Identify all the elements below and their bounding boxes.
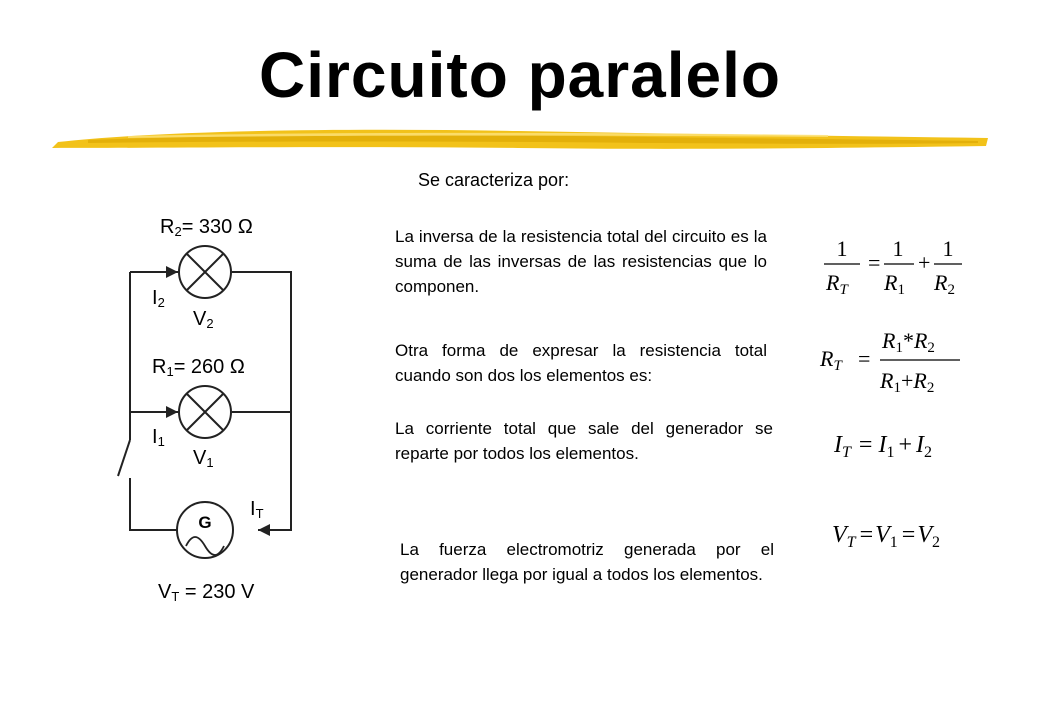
generator-label: G (198, 513, 212, 532)
paragraph-two-elements: Otra forma de expresar la resistencia total cuando son dos los elementos es: (395, 341, 767, 385)
formula-voltage-equal (830, 514, 980, 554)
svg-text:=: = (858, 346, 871, 371)
svg-text:VT=V1=V2: $V_T =V_1 =V_2$ (832, 522, 941, 551)
formula-current-sum (832, 424, 972, 464)
label-v1: V1 (193, 447, 214, 470)
label-vt: VT = 230 V (158, 581, 255, 604)
paragraph-current: La corriente total que sale del generador se reparte por todos los elementos. (395, 419, 773, 463)
label-i2: I2 (152, 287, 165, 310)
svg-text:R1*R2: R1*R2 (882, 328, 935, 356)
paragraph-inverse-resistance: La inversa de la resistencia total del circuito es la suma de las inversas de las resistencias que lo componen. (395, 227, 767, 296)
svg-text:RT: RT (820, 346, 842, 374)
svg-text:1: 1 (942, 236, 954, 261)
formula-inverse-sum (816, 228, 966, 300)
title-underline-brush (48, 122, 992, 158)
svg-text:IT=I1+I2: $I_T = I_1 + I_2$ (834, 432, 932, 461)
svg-text:+: + (918, 250, 931, 275)
current-arrow-i2-icon (166, 266, 178, 278)
svg-text:RT: RT (826, 270, 848, 298)
parallel-circuit-diagram (100, 200, 320, 620)
svg-text:1: 1 (836, 236, 848, 261)
label-it: IT (250, 498, 264, 521)
subtitle: Se caracteriza por: (418, 170, 570, 190)
label-r1: R1= 260 Ω (152, 356, 245, 379)
svg-text:R1+R2: R1+R2 (880, 368, 935, 396)
page-title: Circuito paralelo (259, 39, 781, 111)
svg-text:1: 1 (892, 236, 904, 261)
label-r2: R2= 330 Ω (160, 216, 253, 239)
label-i1: I1 (152, 426, 165, 449)
label-v2: V2 (193, 308, 214, 331)
svg-text:=: = (868, 250, 881, 275)
current-arrow-i1-icon (166, 406, 178, 418)
paragraph-voltage: La fuerza electromotriz generada por el generador llega por igual a todos los elementos. (400, 540, 774, 584)
current-arrow-it-icon (258, 524, 270, 536)
svg-text:R1: R1 (884, 270, 905, 298)
lamp-1-icon (179, 386, 231, 438)
lamp-2-icon (179, 246, 231, 298)
formula-two-resistors (818, 322, 968, 398)
svg-text:R2: R2 (934, 270, 955, 298)
